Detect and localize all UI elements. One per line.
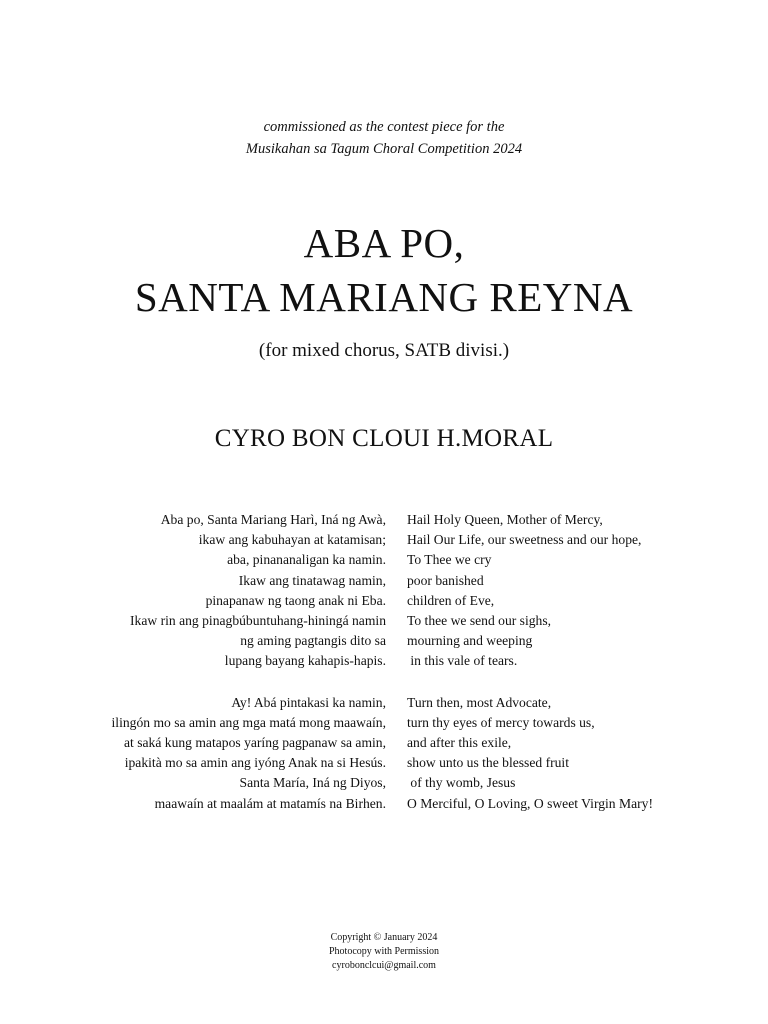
lyric-line: maawaín at maalám at matamís na Birhen. xyxy=(154,795,386,811)
lyric-line: ilingón mo sa amin ang mga matá mong maawaín, xyxy=(111,714,386,730)
lyric-line: in this vale of tears. xyxy=(407,653,518,669)
commission-line-1: commissioned as the contest piece for the xyxy=(263,119,505,135)
commission-note xyxy=(0,116,768,160)
lyric-line: show unto us the blessed fruit xyxy=(407,755,569,771)
lyric-line: To Thee we cry xyxy=(407,552,492,568)
lyric-line: Ikaw rin ang pinagbúbuntuhang-hiningá namin xyxy=(130,613,386,629)
lyric-line: and after this exile, xyxy=(407,735,512,751)
copyright-footer xyxy=(0,931,768,973)
lyric-line: poor banished xyxy=(407,572,484,588)
lyric-line: ng aming pagtangis dito sa xyxy=(240,633,386,649)
instrumentation-subtitle: (for mixed chorus, SATB divisi.) xyxy=(258,340,510,361)
composer-name: CYRO BON CLOUI H.MORAL xyxy=(214,425,554,452)
lyric-line: aba, pinananaligan ka namin. xyxy=(227,552,386,568)
stanza-gap xyxy=(407,672,653,693)
lyric-line: mourning and weeping xyxy=(407,633,533,649)
lyric-line: Santa María, Iná ng Diyos, xyxy=(239,775,386,791)
title-line-2: SANTA MARIANG REYNA xyxy=(134,274,634,320)
lyric-line: ikaw ang kabuhayan at katamisan; xyxy=(198,532,386,548)
stanza-gap xyxy=(112,672,386,693)
lyric-line: at saká kung matapos yaríng pagpanaw sa amin, xyxy=(124,735,386,751)
lyric-line: Ay! Abá pintakasi ka namin, xyxy=(231,694,386,710)
lyric-line: pinapanaw ng taong anak ni Eba. xyxy=(205,592,386,608)
lyric-line: O Merciful, O Loving, O sweet Virgin Mary! xyxy=(407,795,653,811)
filipino-lyrics xyxy=(112,510,386,814)
lyric-line: turn thy eyes of mercy towards us, xyxy=(407,714,595,730)
lyric-line: To thee we send our sighs, xyxy=(407,613,552,629)
lyric-line: Ikaw ang tinatawag namin, xyxy=(238,572,386,588)
copyright-line: Copyright © January 2024 xyxy=(330,932,438,943)
lyric-line: children of Eve, xyxy=(407,592,495,608)
lyric-line: Aba po, Santa Mariang Harì, Iná ng Awà, xyxy=(160,512,386,527)
title-line-1: ABA PO, xyxy=(303,220,465,266)
lyric-line: Turn then, most Advocate, xyxy=(407,694,552,710)
commission-line-2: Musikahan sa Tagum Choral Competition 2024 xyxy=(245,141,523,157)
permission-line: Photocopy with Permission xyxy=(328,946,439,957)
lyric-line: Hail Holy Queen, Mother of Mercy, xyxy=(407,512,603,527)
piece-title xyxy=(0,216,768,324)
lyric-line: lupang bayang kahapis-hapis. xyxy=(224,653,386,669)
lyric-line: of thy womb, Jesus xyxy=(407,775,516,791)
english-lyrics xyxy=(407,510,653,814)
lyric-line: Hail Our Life, our sweetness and our hope, xyxy=(407,532,642,548)
lyric-line: ipakità mo sa amin ang iyóng Anak na si Hesús. xyxy=(124,755,386,771)
contact-email: cyrobonclcui@gmail.com xyxy=(332,960,436,971)
